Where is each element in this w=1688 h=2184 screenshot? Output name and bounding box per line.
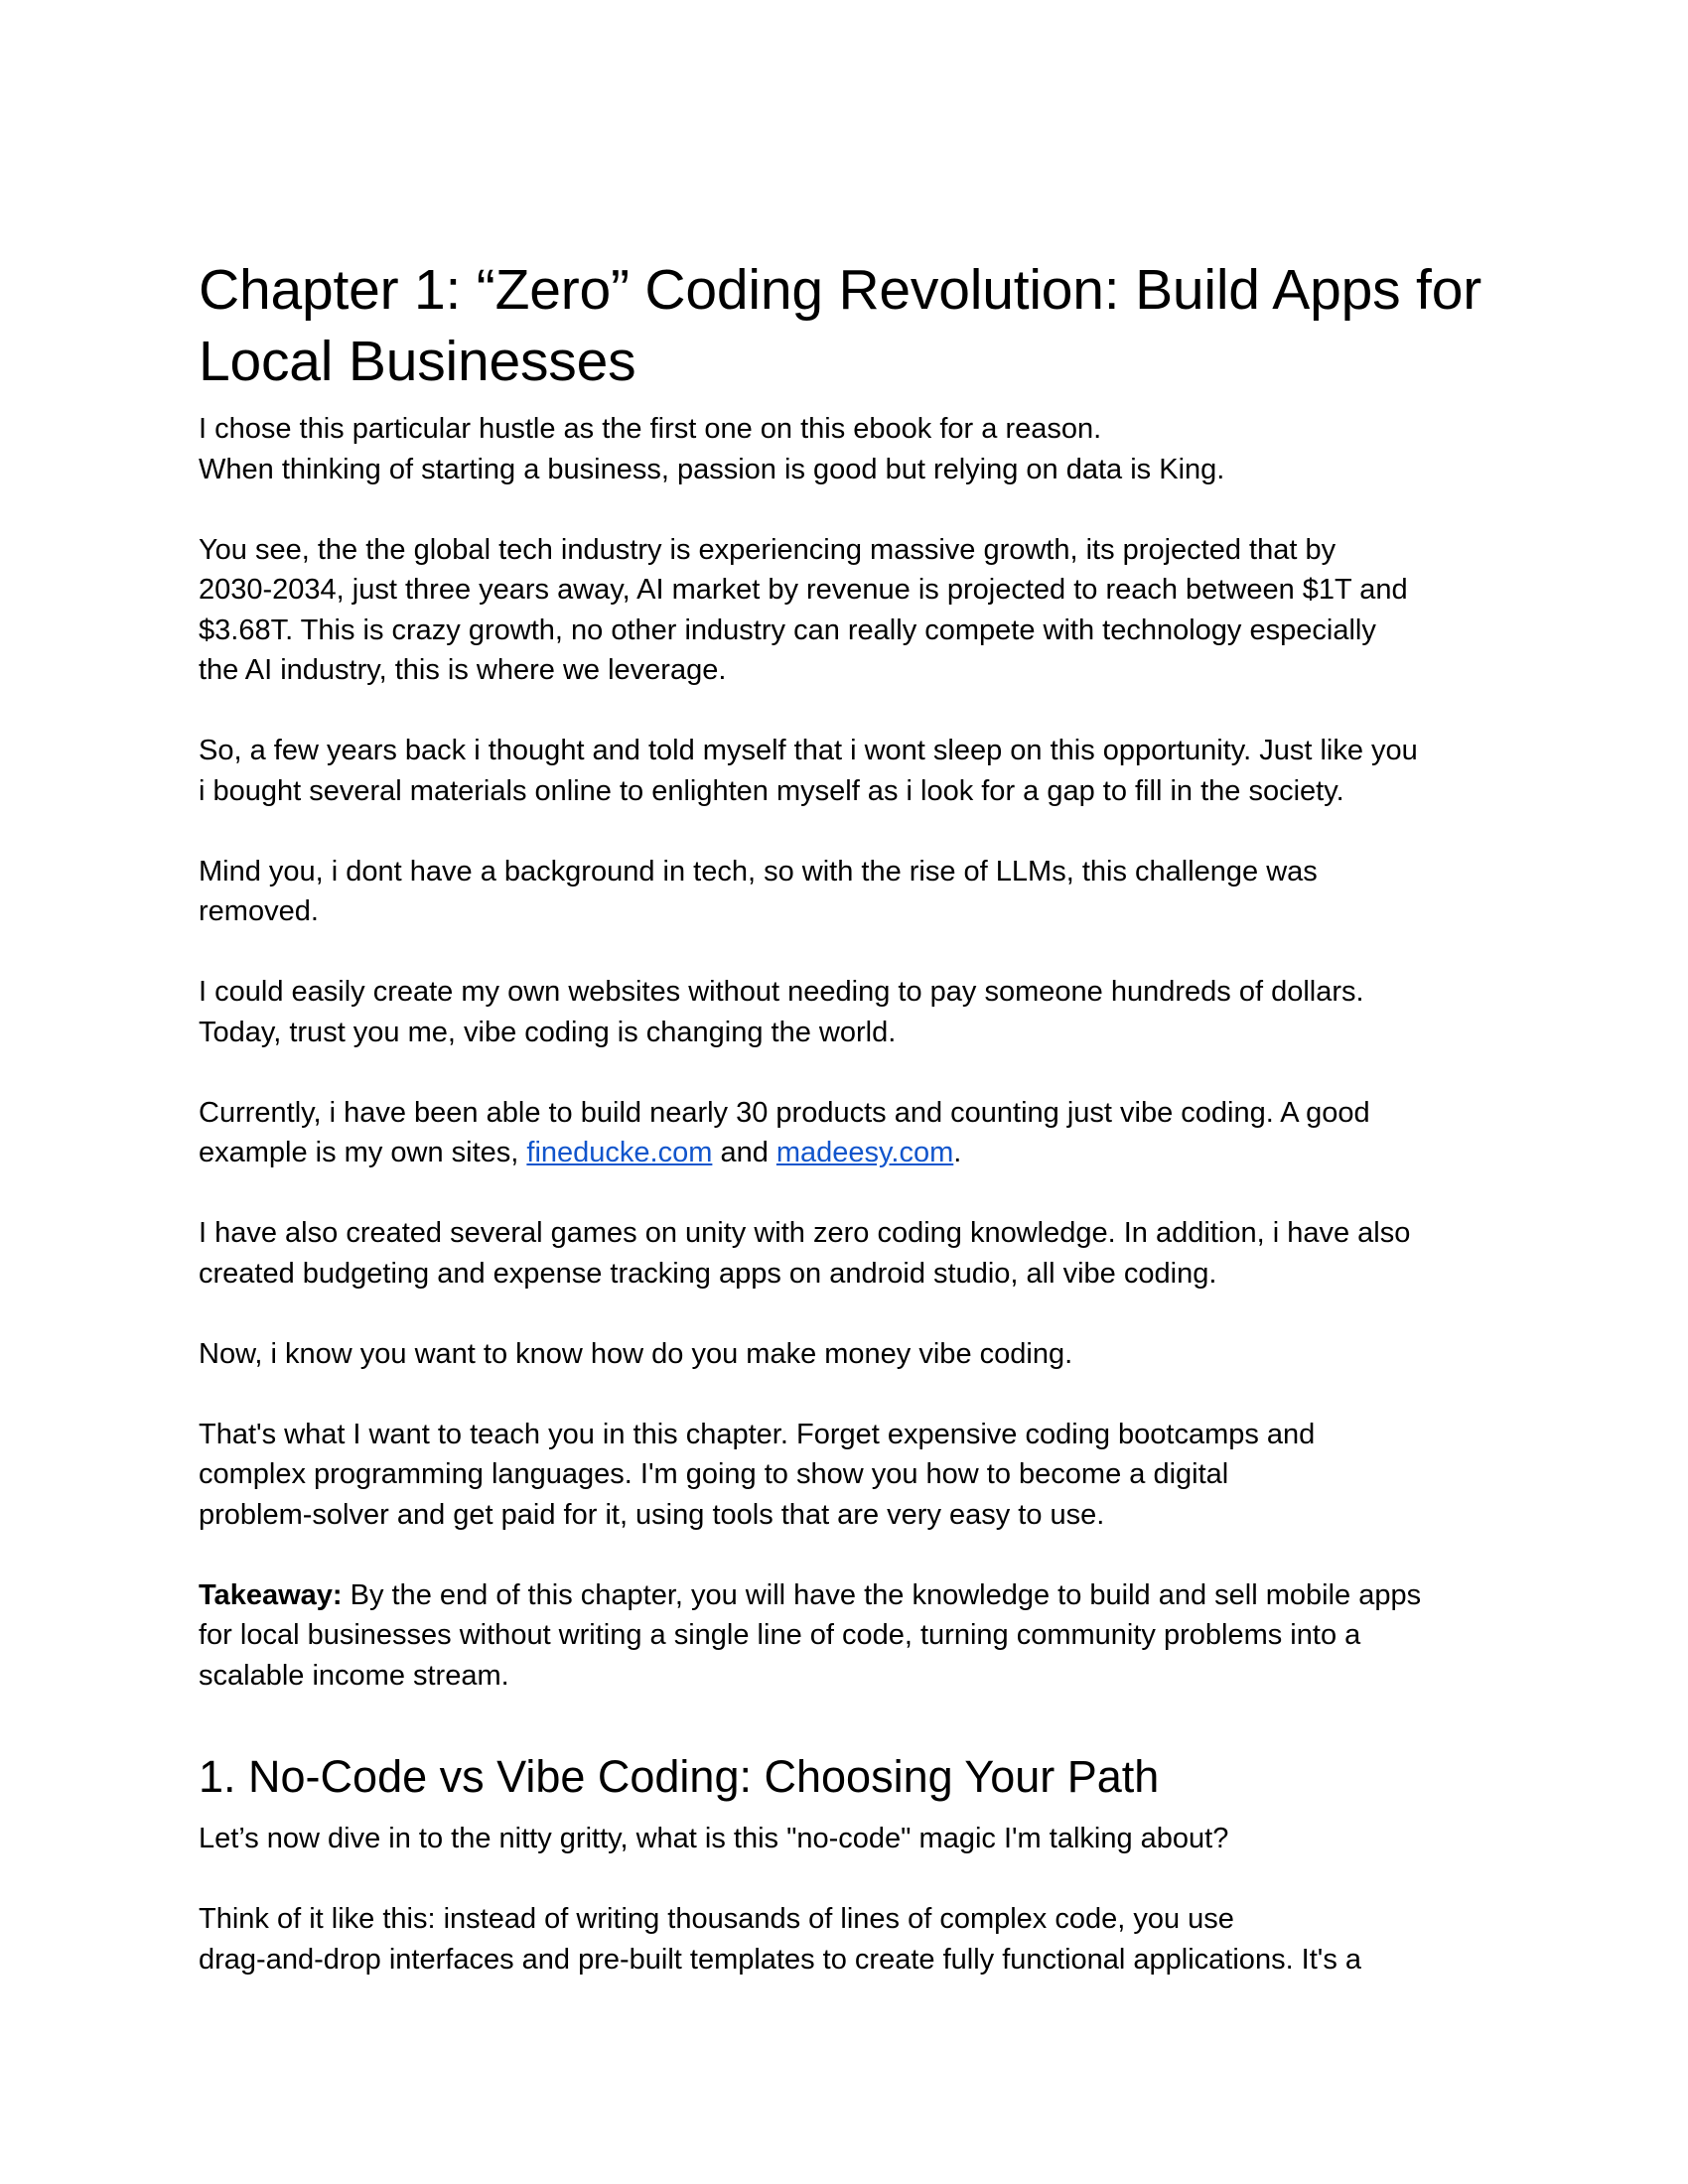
- products-paragraph: [199, 1093, 1489, 1173]
- takeaway-label: Takeaway:: [199, 1578, 343, 1611]
- growth-line-2: 2030-2034, just three years away, AI market by revenue is projected to reach between $1T and: [199, 574, 1408, 606]
- products-line-2: [199, 1133, 1489, 1173]
- background-line-2: removed.: [199, 895, 319, 927]
- growth-line-1: You see, the the global tech industry is experiencing massive growth, its projected that by: [199, 533, 1336, 566]
- think-line-2: drag-and-drop interfaces and pre-built templates to create fully functional applications. It's a: [199, 1943, 1362, 1976]
- takeaway-line-2: for local businesses without writing a single line of code, turning community problems into a: [199, 1619, 1361, 1651]
- products-line-1: Currently, i have been able to build nearly 30 products and counting just vibe coding. A good: [199, 1096, 1370, 1129]
- teach-line-2: complex programming languages. I'm going to show you how to become a digital: [199, 1458, 1229, 1490]
- teach-line-1: That's what I want to teach you in this chapter. Forget expensive coding bootcamps and: [199, 1418, 1316, 1450]
- teach-line-3: problem-solver and get paid for it, using tools that are very easy to use.: [199, 1498, 1105, 1531]
- document-page: [199, 254, 1489, 1979]
- games-line-1: I have also created several games on unity with zero coding knowledge. In addition, i have also: [199, 1217, 1411, 1249]
- background-paragraph: [199, 852, 1489, 932]
- products-line-2-between: and: [712, 1137, 776, 1168]
- growth-paragraph: [199, 530, 1489, 691]
- intro-line-2: When thinking of starting a business, passion is good but relying on data is King.: [199, 453, 1225, 485]
- section-intro-line: Let’s now dive in to the nitty gritty, what is this "no-code" magic I'm talking about?: [199, 1823, 1229, 1854]
- opportunity-line-1: So, a few years back i thought and told myself that i wont sleep on this opportunity. Just like you: [199, 735, 1418, 766]
- opportunity-paragraph: [199, 731, 1489, 811]
- section-heading: 1. No-Code vs Vibe Coding: Choosing Your Path: [199, 1751, 1160, 1802]
- opportunity-line-2: i bought several materials online to enlighten myself as i look for a gap to fill in the society.: [199, 774, 1344, 807]
- section-intro-paragraph: [199, 1819, 1489, 1859]
- background-line-1: Mind you, i dont have a background in tech, so with the rise of LLMs, this challenge was: [199, 855, 1318, 887]
- chapter-title: [199, 254, 1489, 397]
- growth-line-3: $3.68T. This is crazy growth, no other industry can really compete with technology especially: [199, 614, 1376, 646]
- growth-line-4: the AI industry, this is where we leverage.: [199, 654, 727, 686]
- teach-paragraph: [199, 1415, 1489, 1536]
- money-paragraph: [199, 1334, 1489, 1375]
- think-paragraph: [199, 1899, 1489, 1979]
- takeaway-line-3: scalable income stream.: [199, 1659, 509, 1692]
- websites-line-2: Today, trust you me, vibe coding is changing the world.: [199, 1016, 897, 1048]
- takeaway-paragraph: [199, 1575, 1489, 1697]
- intro-line-1: I chose this particular hustle as the first one on this ebook for a reason.: [199, 413, 1102, 445]
- products-line-2-prefix: example is my own sites,: [199, 1137, 527, 1168]
- madeesy-link[interactable]: madeesy.com: [775, 1137, 954, 1168]
- chapter-title-line-1: Chapter 1: “Zero” Coding Revolution: Build Apps for: [199, 258, 1481, 322]
- takeaway-line-1-text: By the end of this chapter, you will have the knowledge to build and sell mobile apps: [342, 1578, 1422, 1611]
- websites-line-1: I could easily create my own websites without needing to pay someone hundreds of dollars.: [199, 976, 1364, 1008]
- fineducke-link[interactable]: fineducke.com: [526, 1137, 713, 1168]
- money-line-1: Now, i know you want to know how do you make money vibe coding.: [199, 1337, 1073, 1370]
- takeaway-line-1: [199, 1575, 1489, 1616]
- websites-paragraph: [199, 972, 1489, 1052]
- intro-paragraph: [199, 409, 1489, 489]
- chapter-title-line-2: Local Businesses: [199, 330, 636, 393]
- think-line-1: Think of it like this: instead of writing thousands of lines of complex code, you use: [199, 1903, 1234, 1935]
- products-line-2-suffix: .: [953, 1137, 962, 1168]
- games-paragraph: [199, 1213, 1489, 1294]
- games-line-2: created budgeting and expense tracking apps on android studio, all vibe coding.: [199, 1257, 1217, 1290]
